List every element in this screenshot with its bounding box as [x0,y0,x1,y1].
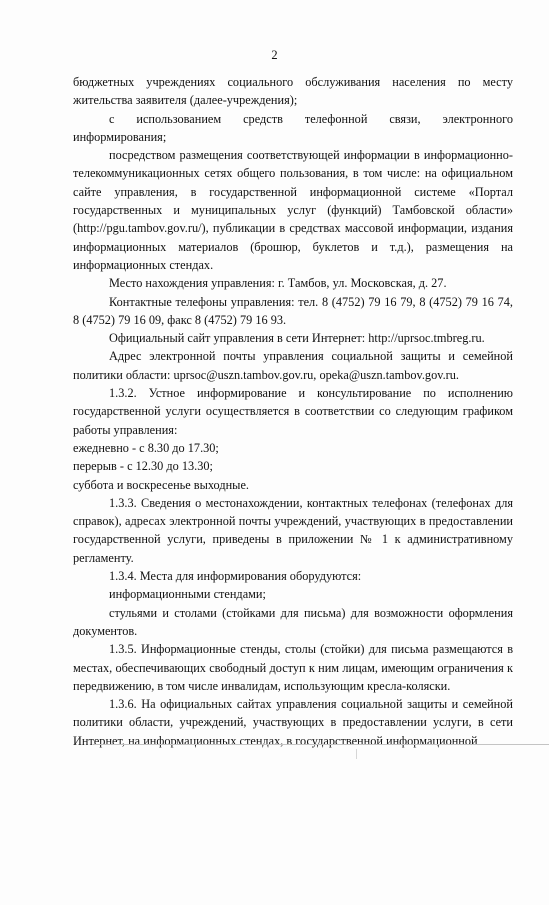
paragraph-network-placement: посредством размещения соответствующей информации в информационно-телекоммуникационных сетях общего пользования, в том числе: на официальном сайте управления, в государственной информационной системе «Портал государственных и муниципальных услуг (функций) Тамбовской области» (http://pgu.tambov.gov.ru/), публикации в средствах массовой информации, издания информационных материалов (брошюр, буклетов и т.д.), размещения на информационных стендах. [73,148,513,272]
paragraph-1-3-5: 1.3.5. Информационные стенды, столы (стойки) для письма размещаются в местах, обеспечивающих свободный доступ к ним лицам, имеющим ограничения к передвижению, в том числе инвалидам, использующим кресла-коляски. [73,642,513,693]
paragraph-info-stands: информационными стендами; [109,587,266,602]
paragraph-institutions: бюджетных учреждениях социального обслуживания населения по месту жительства заявителя (далее-учреждения); [73,75,513,108]
paragraph-1-3-6: 1.3.6. На официальных сайтах управления социальной защиты и семейной политики области, учреждений, участвующих в предоставлении услуги, в сети Интернет, на информационных стендах, в государственной информационной [73,697,513,748]
paragraph-1-3-2: 1.3.2. Устное информирование и консультирование по исполнению государственной услуги осуществляется в соответствии со следующим графиком работы управления: [73,386,513,437]
schedule-break: перерыв - с 12.30 до 13.30; [73,459,213,474]
scan-mark [356,749,357,759]
paragraph-location: Место нахождения управления: г. Тамбов, ул. Московская, д. 27. [109,276,447,291]
paragraph-email: Адрес электронной почты управления социальной защиты и семейной политики области: uprsoc@uszn.tambov.gov.ru, opeka@uszn.tambov.gov.ru. [73,349,513,382]
paragraph-official-site: Официальный сайт управления в сети Интернет: http://uprsoc.tmbreg.ru. [109,331,485,346]
paragraph-phone-communication: с использованием средств телефонной связи, электронного информирования; [73,111,513,144]
page-number: 2 [271,48,278,62]
paragraph-chairs-tables: стульями и столами (стойками для письма) для возможности оформления документов. [73,605,513,638]
schedule-daily: ежедневно - с 8.30 до 17.30; [73,440,219,455]
paragraph-contact-phones: Контактные телефоны управления: тел. 8 (4752) 79 16 79, 8 (4752) 79 16 74, 8 (4752) 79 16 09, факс 8 (4752) 79 16 93. [73,294,513,327]
scan-divider-line [93,744,549,745]
paragraph-1-3-3: 1.3.3. Сведения о местонахождении, контактных телефонах (телефонах для справок), адресах электронной почты учреждений, участвующих в предоставлении государственной услуги, приведены в приложении № 1 к административному регламенту. [73,495,513,565]
paragraph-1-3-4: 1.3.4. Места для информирования оборудуются: [109,569,362,584]
document-body [73,73,513,750]
schedule-weekend: суббота и воскресенье выходные. [73,477,249,492]
